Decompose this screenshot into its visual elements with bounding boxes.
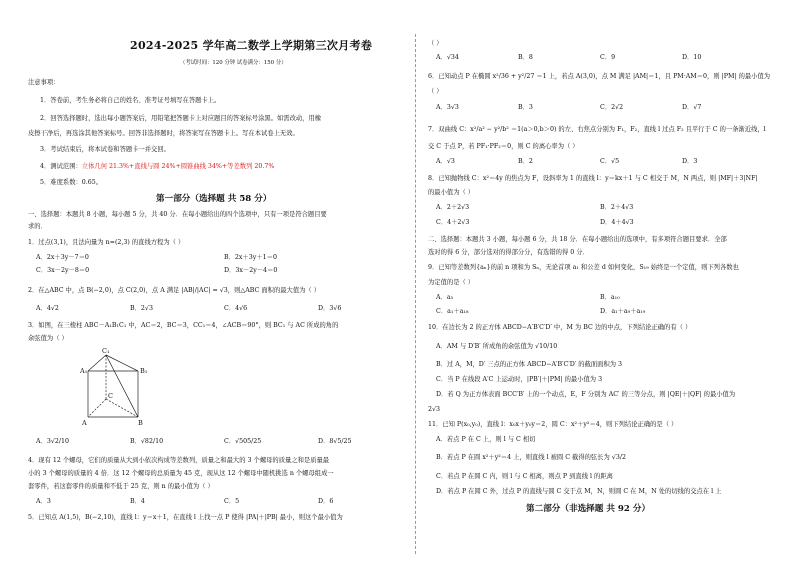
q9-option-b[interactable]: B．a₁₀ — [600, 294, 620, 301]
notes-heading: 注意事项： — [28, 79, 60, 86]
q6-option-d[interactable]: D．√7 — [682, 104, 702, 111]
q4-option-d[interactable]: D．6 — [318, 498, 334, 505]
multi-choice-intro: 二、选择题：本题共 3 小题，每小题 6 分，共 18 分．在每小题给出的选项中，有多项符合题目要求．全部 — [428, 236, 727, 243]
q9-stem: 为定值的是（ ） — [428, 279, 475, 286]
q8-option-a[interactable]: A．2＋2√3 — [436, 204, 470, 211]
q5-option-a[interactable]: A．√34 — [436, 54, 459, 61]
test-scope-value: 立体几何 21.3%+直线与圆 24%+圆锥曲线 34%+等差数列 20.7% — [81, 163, 275, 170]
part1-title: 第一部分（选择题 共 58 分） — [156, 194, 272, 204]
edge-c-a — [88, 399, 106, 417]
note-item: 1．答卷前，考生务必将自己的姓名、准考证号填写在答题卡上。 — [40, 97, 221, 104]
exam-info: （考试时间：120 分钟 试卷满分：150 分） — [180, 60, 287, 66]
q10-stem: 10．在边长为 2 的正方体 ABCD−A′B′C′D′ 中，M 为 BC 边的中点，下列结论正确的有（ ） — [428, 324, 692, 331]
q7-stem: 7．双曲线 C：x²/a² − y²/b² ＝1(a＞0,b＞0) 的左、右焦点分别为 F₁，F₂，直线 l 过点 F₂ 且平行于 C 的一条渐近线，l — [428, 126, 766, 133]
q11-option-d[interactable]: D．若点 P 在圆 C 外，过点 P 的直线与圆 C 交于点 M，N，则圆 C 在 M，N 处的切线的交点在 l 上 — [436, 488, 722, 495]
label-a: A — [82, 419, 87, 427]
q10-option-d[interactable]: D．若 Q 为正方体表面 BCC′B′ 上的一个动点，E，F 分别为 AC′ 的三等分点，则 |QE|＋|QF| 的最小值为 — [436, 391, 736, 398]
q11-stem: 11．已知 P(x₀,y₀)，直线 l：x₀x＋y₀y＝2，圆 C：x²＋y²＝4，则下列结论正确的是（ ） — [428, 421, 678, 428]
q2-option-c[interactable]: C．4√6 — [224, 305, 248, 312]
note-item: 皮擦干净后，再选涂其他答案标号。回答非选择题时，将答案写在答题卡上。写在本试卷上无效。 — [28, 130, 299, 137]
q3-stem: 3．如图，在三棱柱 ABC－A₁B₁C₁ 中，AC＝2，BC＝3，CC₁＝4，∠ACB＝90°，则 BC₁ 与 AC 所成的角的 — [28, 322, 339, 329]
q9-option-c[interactable]: C．a₁＋a₁₈ — [436, 308, 469, 315]
edge-c1-b1 — [106, 355, 138, 371]
q2-option-b[interactable]: B．2√3 — [130, 305, 153, 312]
q7-option-c[interactable]: C．√5 — [600, 158, 620, 165]
q10-option-c[interactable]: C．当 P 在线段 A′C 上运动时，|PB′|＋|PM| 的最小值为 3 — [436, 376, 603, 383]
q7-option-a[interactable]: A．√3 — [436, 158, 455, 165]
q11-option-c[interactable]: C．若点 P 在圆 C 内，则 l 与 C 相离，则点 P 到直线 l 的距离 — [436, 473, 613, 480]
q6-paren: （ ） — [428, 88, 443, 95]
q2-stem: 2．在△ABC 中，点 B(−2,0)，点 C(2,0)，点 A 满足 |AB|/|AC| = √3，则△ABC 面积的最大值为（ ） — [28, 287, 321, 294]
q2-option-a[interactable]: A．4√2 — [36, 305, 59, 312]
label-c: C — [108, 392, 113, 400]
q5-stem: 5．已知点 A(1,5)，B(−2,10)，直线 l：y＝x＋1，在直线 l 上找一点 P 使得 |PA|＋|PB| 最小，则这个最小值为 — [28, 514, 343, 521]
q10-option-b[interactable]: B．过 A，M，D′ 三点的正方体 ABCD−A′B′C′D′ 的截面面积为 3 — [436, 361, 623, 368]
q3-option-d[interactable]: D．8√5/25 — [318, 438, 352, 445]
label-b1: B₁ — [140, 367, 148, 375]
q3-option-c[interactable]: C．√505/25 — [224, 438, 262, 445]
q10-option-d-cont: 2√3 — [428, 406, 441, 413]
q6-stem: 6．已知动点 P 在椭圆 x²/36 + y²/27 ＝1 上，若点 A(3,0)，点 M 满足 |AM|＝1，且 PM·AM＝0，则 |PM| 的最小值为 — [428, 73, 771, 80]
edge-c1-a1 — [88, 355, 106, 371]
q3-option-b[interactable]: B．√82/10 — [130, 438, 164, 445]
q4-option-c[interactable]: C．5 — [224, 498, 240, 505]
q6-option-a[interactable]: A．3√3 — [436, 104, 459, 111]
q4-option-a[interactable]: A．3 — [36, 498, 51, 505]
note-item: 3．考试结束后，将本试卷和答题卡一并交回。 — [40, 146, 170, 153]
q3-option-a[interactable]: A．3√2/10 — [36, 438, 70, 445]
multi-choice-intro: 选对的得 6 分，部分选对的得部分分，有选错的得 0 分． — [428, 249, 589, 256]
column-divider — [415, 34, 416, 554]
q7-option-d[interactable]: D．3 — [682, 158, 698, 165]
q4-stem: 4．现有 12 个螺母，它们的质量从大到小依次构成等差数列，质量之和最大的 3 个螺母的质量之和是质量最 — [28, 457, 330, 464]
q8-option-b[interactable]: B．2＋4√3 — [600, 204, 634, 211]
q3-stem: 余弦值为（ ） — [28, 335, 68, 342]
label-a1: A₁ — [80, 367, 88, 375]
q8-option-c[interactable]: C．4＋2√3 — [436, 219, 470, 226]
q5-option-d[interactable]: D．10 — [682, 54, 702, 61]
q4-option-b[interactable]: B．4 — [130, 498, 145, 505]
part1-intro: 求的． — [28, 223, 47, 230]
q9-stem: 9．已知等差数列{aₙ}的前 n 项和为 Sₙ，无论首项 a₁ 和公差 d 如何变化，S₁₉ 始终是一个定值，则下列各数也 — [428, 264, 739, 271]
q8-stem: 8．已知抛物线 C：x²＝4y 的焦点为 F，设斜率为 1 的直线 l：y＝kx＋1 与 C 相交于 M，N 两点，则 |MF|＋3|NF| — [428, 175, 758, 182]
q7-option-b[interactable]: B．2 — [518, 158, 533, 165]
q9-option-a[interactable]: A．a₅ — [436, 294, 454, 301]
q5-option-b[interactable]: B．8 — [518, 54, 533, 61]
q11-option-b[interactable]: B．若点 P 在圆 x²＋y²＝4 上，则直线 l 被圆 C 截得的弦长为 √3/2 — [436, 454, 626, 461]
q9-option-d[interactable]: D．a₁＋a₉＋a₁₉ — [600, 308, 646, 315]
q10-option-a[interactable]: A．AM 与 D′B′ 所成角的余弦值为 √10/10 — [436, 343, 558, 350]
q1-stem: 1．过点(3,1)，且法向量为 n=(2,3) 的直线方程为（ ） — [28, 239, 185, 246]
q5-paren: （ ） — [428, 40, 443, 47]
note-item: 2．回答选择题时，选出每小题答案后，用铅笔把答题卡上对应题目的答案标号涂黑。如需改动，用橡 — [40, 115, 322, 122]
q1-option-d[interactable]: D．3x－2y－4＝0 — [224, 267, 278, 274]
prism-figure — [80, 347, 184, 429]
q11-option-a[interactable]: A．若点 P 在 C 上，则 l 与 C 相切 — [436, 436, 536, 443]
q8-stem: 的最小值为（ ） — [428, 189, 475, 196]
q4-stem: 套零件，若这套零件的质量和不低于 25 克，则 n 的最小值为（ ） — [28, 483, 214, 490]
q7-stem: 交 C 于点 P，若 PF₁·PF₂＝0，则 C 的离心率为（ ） — [428, 143, 579, 150]
part1-intro: 一、选择题：本题共 8 小题，每小题 5 分，共 40 分．在每小题给出的四个选项中，只有一项是符合题目要 — [28, 211, 327, 218]
note-item — [40, 163, 274, 171]
q1-option-c[interactable]: C．3x－2y－8＝0 — [36, 267, 90, 274]
part2-title: 第二部分（非选择题 共 92 分） — [526, 504, 651, 514]
label-b: B — [138, 419, 143, 427]
q6-option-c[interactable]: C．2√2 — [600, 104, 624, 111]
exam-title: 2024-2025 学年高二数学上学期第三次月考卷 — [130, 39, 373, 52]
q8-option-d[interactable]: D．4＋4√3 — [600, 219, 634, 226]
note-item: 5．难度系数：0.65。 — [40, 179, 103, 186]
q6-option-b[interactable]: B．3 — [518, 104, 533, 111]
label-c1: C₁ — [102, 347, 110, 355]
q1-option-b[interactable]: B．2x＋3y＋1＝0 — [224, 254, 277, 261]
q2-option-d[interactable]: D．3√6 — [318, 305, 342, 312]
q1-option-a[interactable]: A．2x＋3y－7＝0 — [36, 254, 89, 261]
q5-option-c[interactable]: C．9 — [600, 54, 616, 61]
test-scope-label: 4．测试范围： — [40, 163, 82, 170]
q4-stem: 小的 3 个螺母的质量的 4 倍．这 12 个螺母的总质量为 45 克，现从这 12 个螺母中随机挑选 n 个螺母组成一 — [28, 470, 334, 477]
